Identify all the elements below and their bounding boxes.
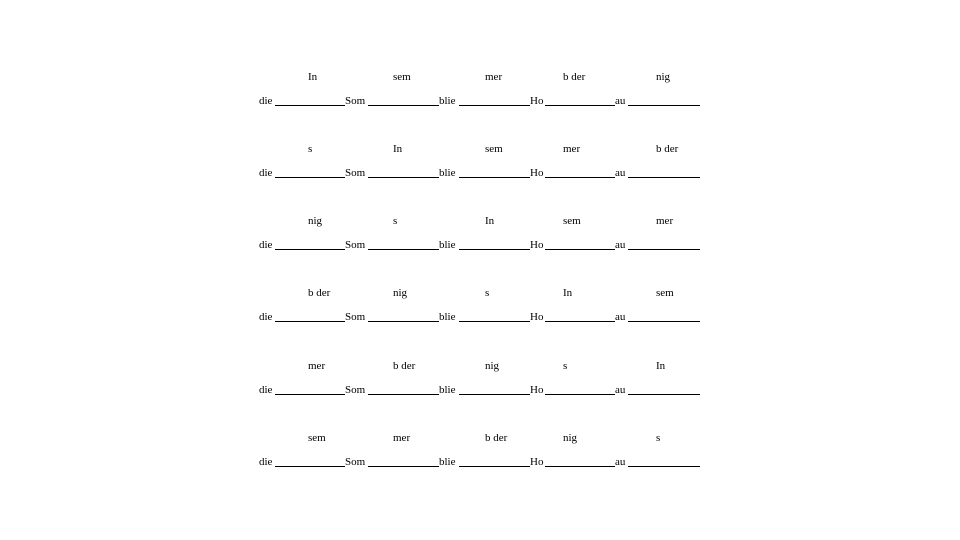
word-stem: Ho [530,311,544,323]
word-stem: blie [439,311,456,323]
word-line [259,310,700,324]
word-stem: au [615,239,626,251]
exercise-row [259,214,700,264]
word-stem: die [259,311,273,323]
answer-blank[interactable] [545,177,615,178]
word-stem: au [615,311,626,323]
word-stem: Som [345,167,366,179]
syllable-label: sem [563,215,581,227]
answer-blank[interactable] [459,466,530,467]
syllable-label: In [308,71,318,83]
syllable-label: s [656,432,661,444]
word-stem: blie [439,239,456,251]
answer-blank[interactable] [545,105,615,106]
syllable-label: s [485,287,490,299]
word-stem: blie [439,95,456,107]
syllable-label: s [563,360,568,372]
exercise-row [259,70,700,120]
word-stem: die [259,456,273,468]
word-stem: au [615,167,626,179]
answer-blank[interactable] [368,466,439,467]
syllable-label: nig [656,71,671,83]
word-stem: au [615,95,626,107]
answer-blank[interactable] [368,177,439,178]
answer-blank[interactable] [459,321,530,322]
answer-blank[interactable] [275,321,345,322]
syllable-label: b der [485,432,508,444]
word-stem: Ho [530,456,544,468]
word-stem: Som [345,384,366,396]
exercise-row [259,431,700,481]
answer-blank[interactable] [459,249,530,250]
word-line [259,166,700,180]
word-stem: Ho [530,95,544,107]
word-stem: Ho [530,239,544,251]
answer-blank[interactable] [459,105,530,106]
answer-blank[interactable] [545,466,615,467]
word-stem: au [615,384,626,396]
answer-blank[interactable] [368,394,439,395]
answer-blank[interactable] [275,105,345,106]
exercise-row [259,142,700,192]
syllable-label: nig [308,215,323,227]
exercise-row [259,359,700,409]
syllable-label: mer [308,360,326,372]
answer-blank[interactable] [368,105,439,106]
word-line [259,383,700,397]
answer-blank[interactable] [628,321,700,322]
syllable-label: sem [656,287,674,299]
answer-blank[interactable] [628,177,700,178]
answer-blank[interactable] [628,249,700,250]
answer-blank[interactable] [545,394,615,395]
answer-blank[interactable] [545,321,615,322]
syllable-label: b der [308,287,331,299]
word-stem: die [259,239,273,251]
syllable-label: sem [308,432,326,444]
answer-blank[interactable] [275,466,345,467]
syllable-label: b der [563,71,586,83]
word-line [259,455,700,469]
answer-blank[interactable] [628,466,700,467]
word-line [259,94,700,108]
syllable-label: sem [393,71,411,83]
syllable-label: s [393,215,398,227]
word-line [259,238,700,252]
answer-blank[interactable] [275,177,345,178]
syllable-label: mer [563,143,581,155]
word-stem: Ho [530,167,544,179]
word-stem: Som [345,456,366,468]
answer-blank[interactable] [628,105,700,106]
word-stem: blie [439,384,456,396]
word-stem: die [259,384,273,396]
answer-blank[interactable] [459,394,530,395]
word-stem: Ho [530,384,544,396]
answer-blank[interactable] [628,394,700,395]
word-stem: blie [439,167,456,179]
word-stem: Som [345,95,366,107]
syllable-label: mer [656,215,674,227]
word-stem: Som [345,311,366,323]
syllable-label: In [563,287,573,299]
syllable-label: sem [485,143,503,155]
answer-blank[interactable] [368,249,439,250]
syllable-label: b der [393,360,416,372]
word-stem: au [615,456,626,468]
syllable-label: mer [485,71,503,83]
answer-blank[interactable] [545,249,615,250]
syllable-label: In [393,143,403,155]
answer-blank[interactable] [275,249,345,250]
answer-blank[interactable] [459,177,530,178]
syllable-label: In [656,360,666,372]
word-stem: die [259,167,273,179]
syllable-label: mer [393,432,411,444]
answer-blank[interactable] [368,321,439,322]
syllable-label: nig [393,287,408,299]
word-stem: die [259,95,273,107]
syllable-label: In [485,215,495,227]
syllable-label: b der [656,143,679,155]
word-stem: Som [345,239,366,251]
answer-blank[interactable] [275,394,345,395]
word-stem: blie [439,456,456,468]
syllable-label: s [308,143,313,155]
exercise-row [259,286,700,336]
syllable-label: nig [563,432,578,444]
syllable-label: nig [485,360,500,372]
